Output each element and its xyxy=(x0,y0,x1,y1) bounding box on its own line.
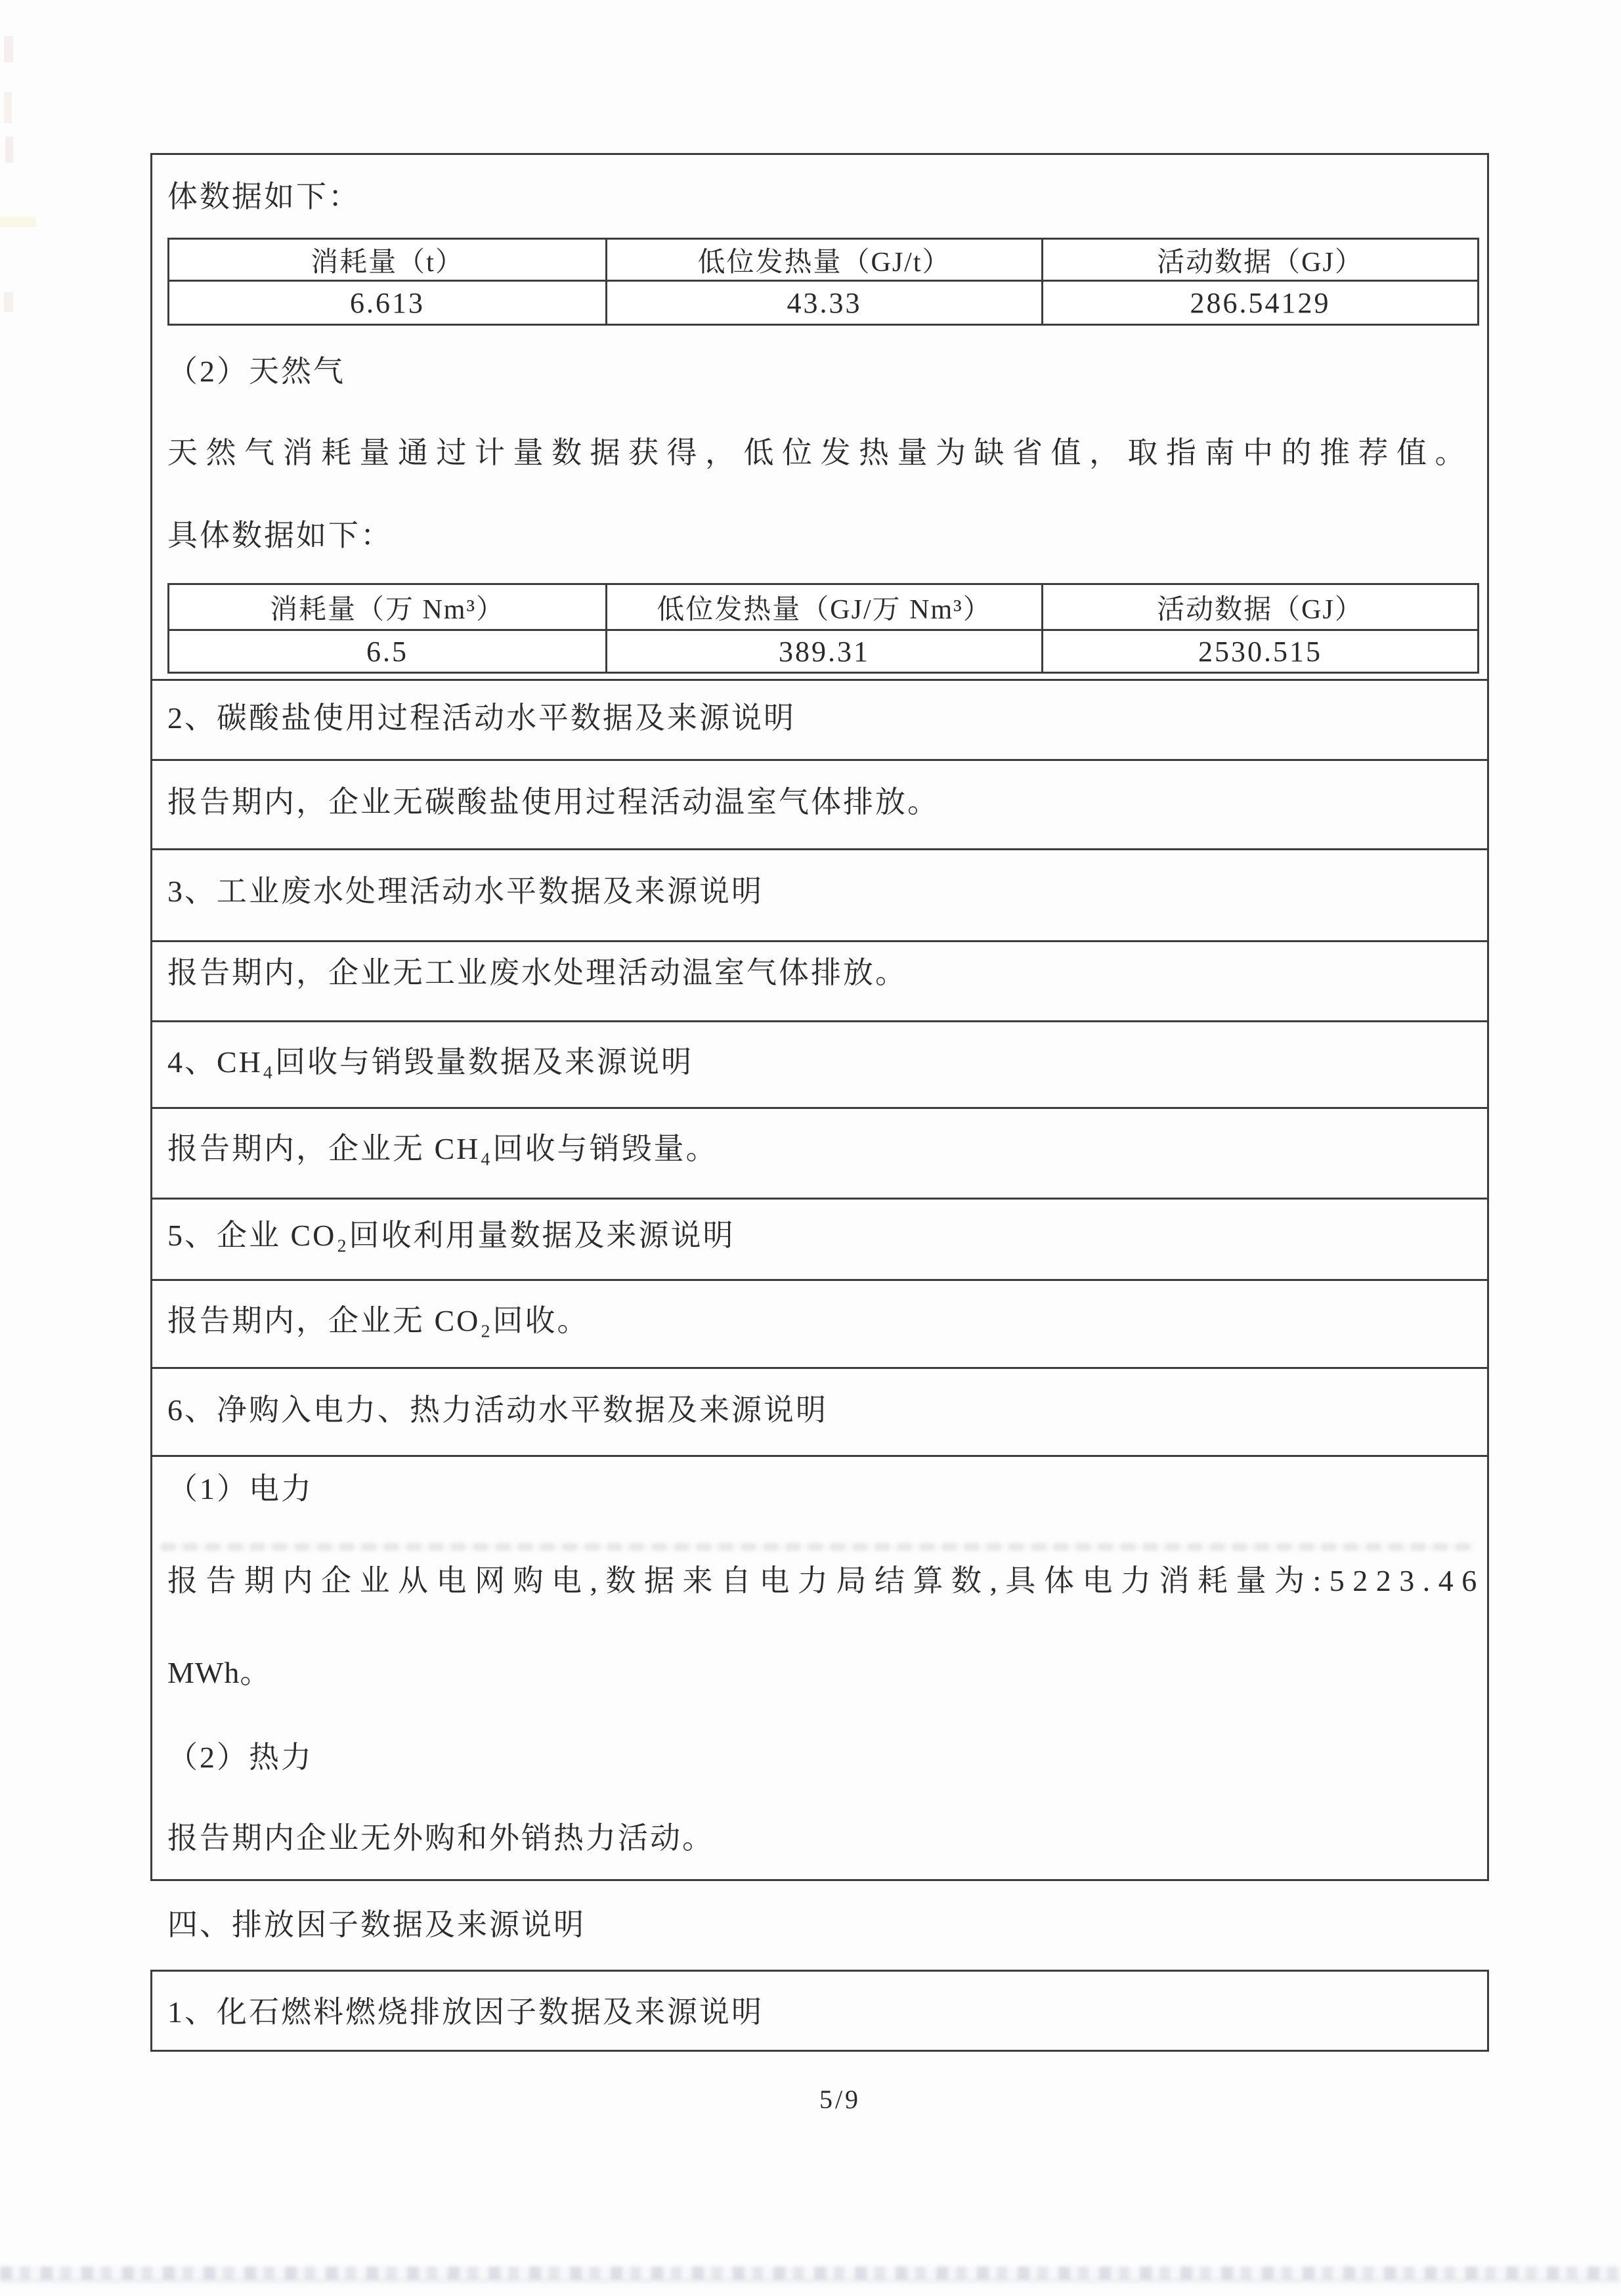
gas-table-value-activity-data: 2530.515 xyxy=(1041,631,1477,672)
coal-table-value-heating-value: 43.33 xyxy=(605,282,1041,324)
coal-table-header-consumption: 消耗量（t） xyxy=(169,240,605,282)
activity-data-outer-table xyxy=(150,153,1489,1881)
row-divider xyxy=(150,940,1489,942)
gas-data-table xyxy=(167,583,1479,674)
section-3-heading: 3、工业废水处理活动水平数据及来源说明 xyxy=(167,875,764,908)
scan-artifact xyxy=(5,137,13,163)
scan-artifact xyxy=(0,217,36,227)
heat-subtitle: （2）热力 xyxy=(167,1741,313,1774)
section-2-heading: 2、碳酸盐使用过程活动水平数据及来源说明 xyxy=(167,701,796,735)
gas-table-header-activity-data: 活动数据（GJ） xyxy=(1041,585,1477,631)
scan-artifact xyxy=(0,2278,1621,2284)
natural-gas-data-intro: 具体数据如下： xyxy=(167,519,393,552)
emission-factor-section-heading: 1、化石燃料燃烧排放因子数据及来源说明 xyxy=(167,1995,764,2029)
emission-factor-outer-table xyxy=(150,1970,1489,2052)
row-divider xyxy=(150,759,1489,761)
row-divider xyxy=(150,1107,1489,1109)
electricity-subtitle: （1）电力 xyxy=(167,1472,313,1505)
coal-table-header-heating-value: 低位发热量（GJ/t） xyxy=(605,240,1041,282)
heat-body: 报告期内企业无外购和外销热力活动。 xyxy=(167,1821,714,1855)
intro-continuation-text: 体数据如下： xyxy=(167,180,360,213)
coal-data-table xyxy=(167,238,1479,326)
coal-table-header-activity-data: 活动数据（GJ） xyxy=(1041,240,1477,282)
chapter-4-title: 四、排放因子数据及来源说明 xyxy=(167,1908,586,1941)
page-number: 5/9 xyxy=(819,2085,861,2114)
row-divider xyxy=(150,1367,1489,1369)
coal-table-value-consumption: 6.613 xyxy=(350,286,425,319)
section-5-body: 报告期内，企业无 CO₂回收。 xyxy=(167,1304,590,1337)
gas-table-value-heating-value: 389.31 xyxy=(605,631,1041,672)
gas-table-header-consumption: 消耗量（万 Nm³） xyxy=(169,585,605,631)
section-6-heading: 6、净购入电力、热力活动水平数据及来源说明 xyxy=(167,1393,828,1427)
gas-table-value-consumption: 6.5 xyxy=(366,635,408,668)
row-divider xyxy=(150,1198,1489,1200)
row-divider xyxy=(150,679,1489,681)
row-divider xyxy=(150,1279,1489,1281)
section-5-heading: 5、企业 CO₂回收利用量数据及来源说明 xyxy=(167,1219,735,1252)
electricity-body-line2: MWh。 xyxy=(167,1656,271,1689)
gas-table-header-heating-value: 低位发热量（GJ/万 Nm³） xyxy=(605,585,1041,631)
natural-gas-subtitle: （2）天然气 xyxy=(167,355,345,388)
scan-artifact xyxy=(0,2266,1621,2280)
natural-gas-description: 天然气消耗量通过计量数据获得，低位发热量为缺省值，取指南中的推荐值。 xyxy=(167,436,1473,469)
row-divider xyxy=(150,1455,1489,1457)
scan-artifact xyxy=(4,292,13,312)
section-2-body: 报告期内，企业无碳酸盐使用过程活动温室气体排放。 xyxy=(167,785,940,819)
row-divider xyxy=(150,1020,1489,1022)
section-4-body: 报告期内，企业无 CH₄回收与销毁量。 xyxy=(167,1132,718,1165)
section-4-heading: 4、CH₄回收与销毁量数据及来源说明 xyxy=(167,1045,693,1079)
section-3-body: 报告期内，企业无工业废水处理活动温室气体排放。 xyxy=(167,956,907,989)
row-divider xyxy=(150,848,1489,850)
coal-table-value-activity-data: 286.54129 xyxy=(1041,282,1477,324)
scan-artifact xyxy=(4,36,13,62)
electricity-body-line1: 报告期内企业从电网购电,数据来自电力局结算数,具体电力消耗量为:5223.46 xyxy=(167,1564,1485,1597)
scan-artifact xyxy=(4,92,12,123)
